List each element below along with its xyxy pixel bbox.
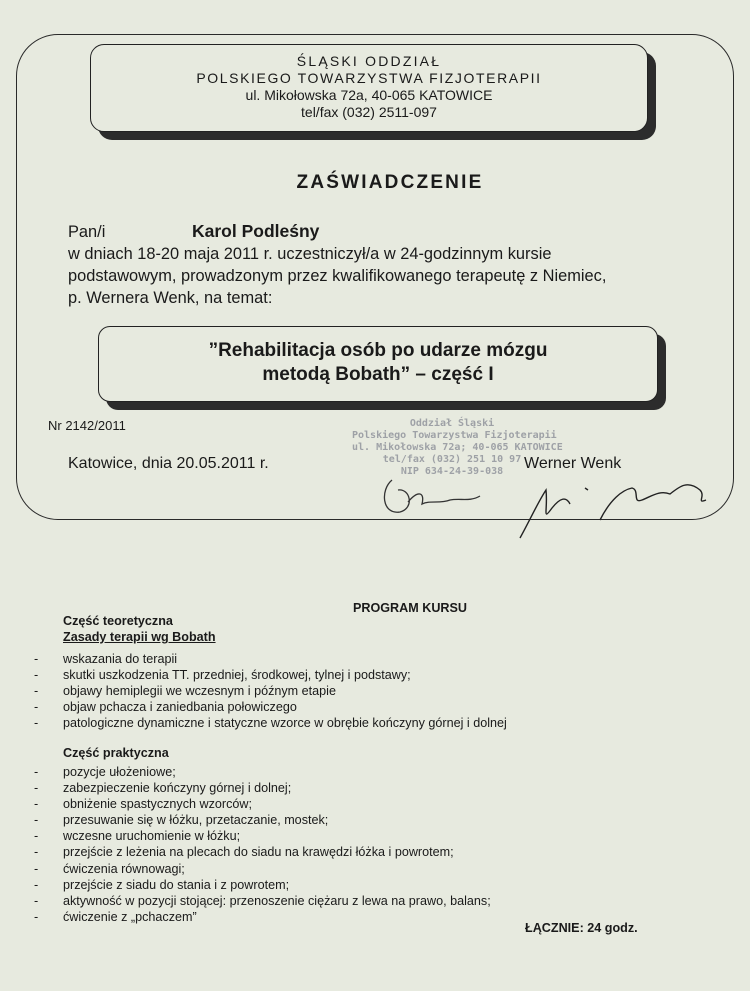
topic-line-2: metodą Bobath” – część I	[262, 364, 494, 385]
list-item: - przesuwanie się w łóżku, przetaczanie, mostek;	[34, 813, 329, 828]
organization-header	[90, 44, 648, 132]
program-title: PROGRAM KURSU	[352, 601, 468, 615]
stamp-line: Polskiego Towarzystwa Fizjoterapii	[352, 430, 557, 441]
list-item: - przejście z siadu do stania i z powrotem;	[34, 877, 290, 892]
course-topic	[98, 326, 658, 402]
body-line-1: w dniach 18-20 maja 2011 r. uczestniczył/a w 24-godzinnym kursie	[68, 245, 552, 263]
practice-list	[34, 764, 491, 925]
certificate-number: Nr 2142/2011	[48, 418, 126, 433]
topic-line-1: ”Rehabilitacja osób po udarze mózgu	[208, 340, 548, 361]
place-date: Katowice, dnia 20.05.2011 r.	[68, 455, 269, 472]
list-item: - objaw pchacza i zaniedbania połowiczego	[34, 700, 297, 715]
signature-1	[384, 480, 480, 512]
list-item: - obniżenie spastycznych wzorców;	[34, 797, 252, 812]
list-item: - zabezpieczenie kończyny górnej i dolnej;	[34, 781, 292, 796]
list-dash: -	[34, 861, 39, 876]
header-line-2: POLSKIEGO TOWARZYSTWA FIZJOTERAPII	[196, 70, 542, 86]
list-item: - pozycje ułożeniowe;	[34, 765, 176, 779]
body-line-2: podstawowym, prowadzonym przez kwalifikowanego terapeutę z Niemiec,	[68, 267, 607, 285]
salutation: Pan/i	[68, 223, 106, 241]
list-dash: -	[34, 765, 39, 779]
list-dash: -	[34, 893, 39, 908]
theory-subheading: Zasady terapii wg Bobath	[63, 630, 216, 644]
list-dash: -	[34, 797, 39, 812]
stamp-line: NIP 634-24-39-038	[400, 466, 504, 477]
list-dash: -	[34, 877, 39, 892]
header-line-1: ŚLĄSKI ODDZIAŁ	[296, 53, 442, 69]
stamp-line: ul. Mikołowska 72a; 40-065 KATOWICE	[352, 442, 563, 453]
list-item: - przejście z leżenia na plecach do siadu na krawędzi łóżka i powrotem;	[34, 845, 454, 860]
participant-name: Karol Podleśny	[192, 221, 320, 241]
theory-list	[34, 651, 507, 731]
list-item: - aktywność w pozycji stojącej: przenoszenie ciężaru z lewa na prawo, balans;	[34, 893, 491, 908]
stamp-line: tel/fax (032) 251 10 97	[382, 454, 522, 465]
theory-heading: Część teoretyczna	[63, 614, 173, 628]
practice-heading: Część praktyczna	[63, 746, 169, 760]
stamp-line: Oddział Śląski	[409, 418, 495, 429]
total-hours: ŁĄCZNIE: 24 godz.	[525, 921, 638, 935]
list-dash: -	[34, 845, 39, 860]
list-dash: -	[34, 909, 39, 924]
list-dash: -	[34, 668, 39, 683]
list-dash: -	[34, 684, 39, 699]
list-item: - ćwiczenie z „pchaczem”	[34, 909, 197, 924]
list-dash: -	[34, 781, 39, 796]
list-dash: -	[34, 829, 39, 844]
list-dash: -	[34, 652, 39, 666]
list-item: - ćwiczenia równowagi;	[34, 861, 185, 876]
list-item: - patologiczne dynamiczne i statyczne wzorce w obrębie kończyny górnej i dolnej	[34, 716, 507, 731]
list-dash: -	[34, 716, 39, 731]
header-address: ul. Mikołowska 72a, 40-065 KATOWICE	[245, 87, 493, 103]
certificate-body	[68, 220, 728, 309]
signer-name: Werner Wenk	[524, 455, 622, 472]
body-line-3: p. Wernera Wenk, na temat:	[68, 289, 273, 307]
list-item: - wskazania do terapii	[34, 652, 178, 666]
list-item: - objawy hemiplegii we wczesnym i późnym etapie	[34, 684, 336, 699]
list-item: - wczesne uruchomienie w łóżku;	[34, 829, 241, 844]
list-item: - skutki uszkodzenia TT. przedniej, środkowej, tylnej i podstawy;	[34, 668, 411, 683]
header-phone: tel/fax (032) 2511-097	[301, 104, 437, 120]
signature-2	[520, 485, 706, 538]
list-dash: -	[34, 700, 39, 715]
certificate-title: ZAŚWIADCZENIE	[296, 172, 484, 193]
list-dash: -	[34, 813, 39, 828]
